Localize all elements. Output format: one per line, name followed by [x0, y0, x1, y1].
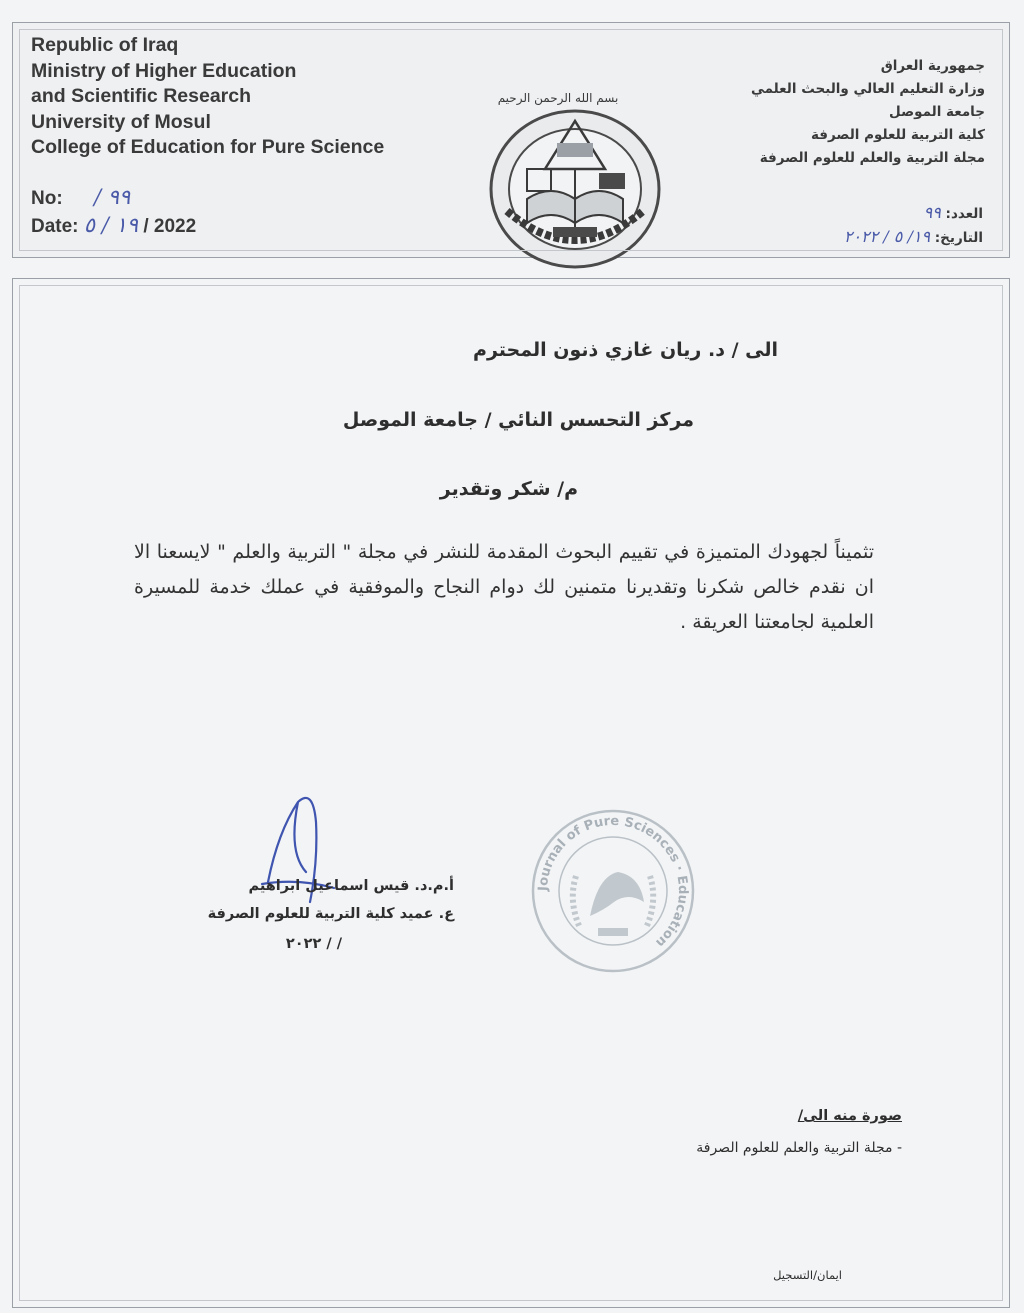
ar-date-value: ١٩/ ٥ / ٢٠٢٢ [843, 227, 931, 246]
signatory-name: أ.م.د. قيس اسماعيل ابراهيم [248, 878, 454, 894]
no-value: / ٩٩ [93, 185, 131, 209]
journal-seal-stamp [528, 806, 698, 976]
english-line-university: University of Mosul [31, 110, 211, 133]
arabic-line-country: جمهورية العراق [880, 58, 985, 74]
handwritten-signature [258, 792, 338, 912]
college-emblem-logo [487, 99, 663, 273]
arabic-ref-date [844, 227, 983, 246]
typist-initials: ايمان/التسجيل [773, 1268, 842, 1282]
recipient-line: الى / د. ريان غازي ذنون المحترم [473, 339, 778, 361]
arabic-ref-number [924, 203, 983, 222]
arabic-line-university: جامعة الموصل [889, 104, 985, 120]
arabic-line-journal: مجلة التربية والعلم للعلوم الصرفة [759, 150, 985, 166]
no-label: No: [31, 188, 63, 209]
ar-date-label: التاريخ: [934, 230, 983, 246]
signatory-date: / / ٢٠٢٢ [285, 936, 342, 952]
english-line-ministry: Ministry of Higher Education [31, 59, 297, 82]
subject-line: م/ شكر وتقدير [439, 478, 578, 500]
ar-no-value: ٩٩ [923, 203, 941, 222]
english-line-ministry-cont: and Scientific Research [31, 85, 252, 107]
copy-to-title: صورة منه الى/ [797, 1108, 902, 1124]
organization-line: مركز التحسس النائي / جامعة الموصل [342, 409, 694, 431]
arabic-line-ministry: وزارة التعليم العالي والبحث العلمي [750, 81, 985, 97]
date-year: / 2022 [138, 216, 197, 237]
arabic-line-college: كلية التربية للعلوم الصرفة [810, 127, 985, 143]
arabic-letterhead [751, 55, 985, 170]
english-ref-date [31, 213, 196, 238]
seal-text: Journal of Pure Sciences · Education [535, 813, 691, 950]
english-ref-number [31, 185, 130, 210]
english-line-college: College of Education for Pure Science [31, 136, 385, 158]
signatory-title: ع. عميد كلية التربية للعلوم الصرفة [207, 906, 454, 922]
letterhead [12, 22, 1010, 258]
ar-no-label: العدد: [945, 206, 983, 222]
date-label: Date: [31, 216, 79, 237]
english-letterhead [31, 33, 384, 161]
english-line-country: Republic of Iraq [31, 34, 179, 56]
date-value: ١٩ / ٥ [83, 213, 139, 237]
basmala: بسم الله الرحمن الرحيم [497, 91, 619, 105]
letter-paragraph: تثميناً لجهودك المتميزة في تقييم البحوث المقدمة للنشر في مجلة " التربية والعلم " لايسعنا الا ان نقدم خالص شكرنا وتقديرنا متمنين لك دوام النجاح والموفقية في عملك خدمة للمسيرة العلمية لجامعتنا العريقة . [134, 541, 874, 633]
copy-to-item: - مجلة التربية والعلم للعلوم الصرفة [696, 1140, 902, 1156]
